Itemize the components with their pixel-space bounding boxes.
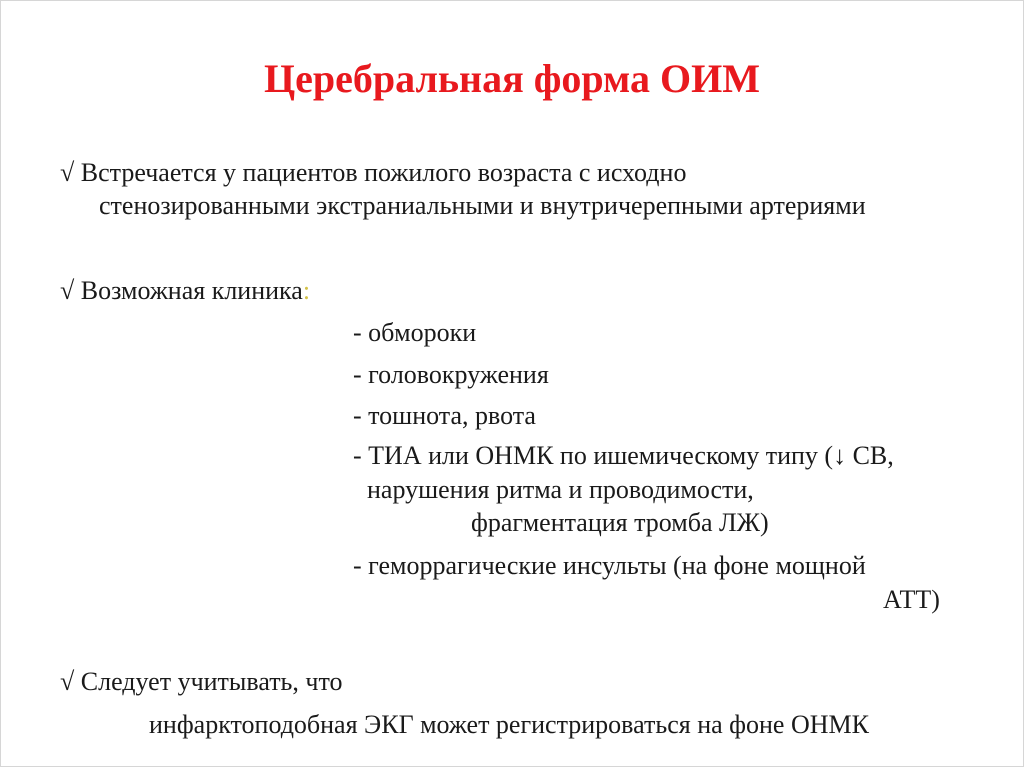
bullet-1-line-2: стенозированными экстраниальными и внутричерепными артериями xyxy=(99,191,866,220)
symptom-item-hemorrhagic-cont: АТТ) xyxy=(883,585,940,614)
bullet-3-line-2: инфарктоподобная ЭКГ может регистрироваться на фоне ОНМК xyxy=(149,710,869,739)
symptom-item-dizziness: - головокружения xyxy=(353,360,549,389)
bullet-2-colon: : xyxy=(302,276,311,305)
bullet-1-line-1: √ Встречается у пациентов пожилого возраста с исходно xyxy=(60,158,687,187)
symptom-item-nausea: - тошнота, рвота xyxy=(353,401,536,430)
bullet-2-label-text: √ Возможная клиника xyxy=(60,276,303,305)
bullet-2-label xyxy=(60,276,310,306)
slide-title: Церебральная форма ОИМ xyxy=(263,56,760,101)
symptom-item-syncope: - обмороки xyxy=(353,318,477,347)
symptom-item-tia: - ТИА или ОНМК по ишемическому типу (↓ СВ, xyxy=(353,441,894,470)
symptom-item-hemorrhagic: - геморрагические инсульты (на фоне мощной xyxy=(353,551,866,580)
symptom-item-tia-cont-1: нарушения ритма и проводимости, xyxy=(367,475,754,504)
bullet-3-line-1: √ Следует учитывать, что xyxy=(60,667,343,696)
symptom-item-tia-cont-2: фрагментация тромба ЛЖ) xyxy=(471,508,769,537)
